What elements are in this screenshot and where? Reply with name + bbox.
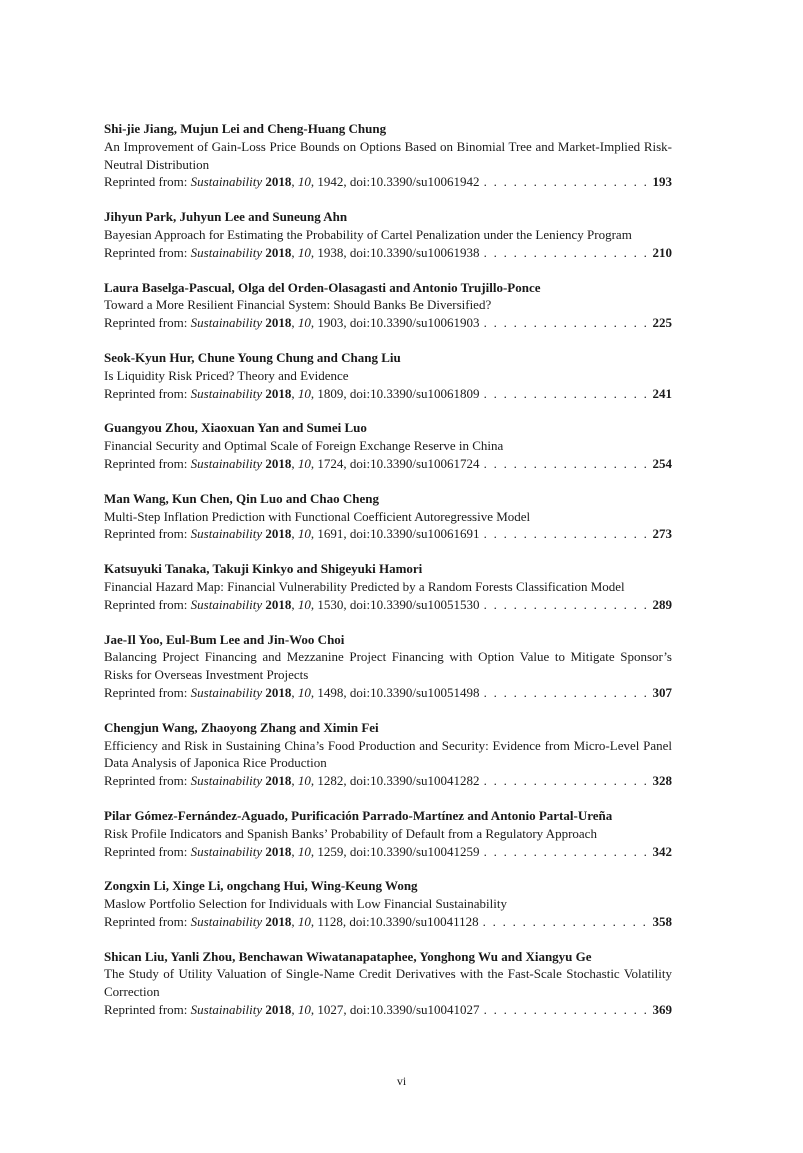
entry-authors: Jae-Il Yoo, Eul-Bum Lee and Jin-Woo Choi <box>104 631 345 647</box>
article-doi: , 1259, doi:10.3390/su10041259 <box>310 843 480 859</box>
reprint-prefix: Reprinted from: <box>104 244 191 260</box>
article-doi: , 1942, doi:10.3390/su10061942 <box>310 174 480 190</box>
table-of-contents <box>104 120 672 1036</box>
entry-reprint-line <box>104 525 672 543</box>
page-number[interactable]: 273 <box>652 526 672 542</box>
article-doi: , 1903, doi:10.3390/su10061903 <box>310 315 480 331</box>
entry-authors: Guangyou Zhou, Xiaoxuan Yan and Sumei Luo <box>104 420 367 436</box>
entry-authors: Laura Baselga-Pascual, Olga del Orden-Olasagasti and Antonio Trujillo-Ponce <box>104 279 541 295</box>
reprint-citation: Reprinted from: Sustainability 2018, 10, 1809, doi:10.3390/su10061809 <box>104 385 480 401</box>
reprint-citation: Reprinted from: Sustainability 2018, 10, 1691, doi:10.3390/su10061691 <box>104 526 480 542</box>
entry-reprint-line <box>104 684 672 702</box>
reprint-prefix: Reprinted from: <box>104 596 191 612</box>
publication-year: 2018 <box>265 1002 292 1018</box>
article-doi: , 1724, doi:10.3390/su10061724 <box>310 455 480 471</box>
article-doi: , 1282, doi:10.3390/su10041282 <box>310 773 480 789</box>
page-number[interactable]: 193 <box>652 174 672 190</box>
reprint-prefix: Reprinted from: <box>104 385 191 401</box>
volume-number: 10 <box>297 913 311 929</box>
page-number[interactable]: 342 <box>652 843 672 859</box>
entry-authors: Shi-jie Jiang, Mujun Lei and Cheng-Huang Chung <box>104 121 387 136</box>
volume-number: 10 <box>297 684 311 700</box>
reprint-citation: Reprinted from: Sustainability 2018, 10, 1128, doi:10.3390/su10041128 <box>104 913 479 929</box>
entry-title: The Study of Utility Valuation of Single-Name Credit Derivatives with the Fast-Scale Stochastic Volatility Correction <box>104 966 672 1000</box>
entry-reprint-line <box>104 772 672 790</box>
page-number[interactable]: 254 <box>652 455 672 471</box>
journal-name: Sustainability <box>190 244 263 260</box>
entry-title: Is Liquidity Risk Priced? Theory and Evidence <box>104 367 349 383</box>
entry-title: Multi-Step Inflation Prediction with Functional Coefficient Autoregressive Model <box>104 508 531 524</box>
leader-dots <box>484 843 649 861</box>
entry-title: Bayesian Approach for Estimating the Probability of Cartel Penalization under the Leniency Program <box>104 226 632 242</box>
leader-dots <box>484 772 649 790</box>
entry-reprint-line <box>104 173 672 191</box>
publication-year: 2018 <box>265 244 292 260</box>
toc-entry <box>104 120 672 191</box>
leader-dots <box>484 525 649 543</box>
reprint-citation: Reprinted from: Sustainability 2018, 10, 1724, doi:10.3390/su10061724 <box>104 455 480 471</box>
toc-entry <box>104 208 672 261</box>
publication-year: 2018 <box>265 526 292 542</box>
entry-authors: Pilar Gómez-Fernández-Aguado, Purificación Parrado-Martínez and Antonio Partal-Ureña <box>104 807 613 823</box>
entry-reprint-line <box>104 455 672 473</box>
toc-entry <box>104 631 672 702</box>
reprint-prefix: Reprinted from: <box>104 684 191 700</box>
volume-number: 10 <box>297 244 311 260</box>
publication-year: 2018 <box>265 843 292 859</box>
entry-reprint-line <box>104 913 672 931</box>
leader-dots <box>483 913 649 931</box>
journal-name: Sustainability <box>190 1002 263 1018</box>
entry-reprint-line <box>104 244 672 262</box>
volume-number: 10 <box>297 596 311 612</box>
reprint-citation: Reprinted from: Sustainability 2018, 10, 1942, doi:10.3390/su10061942 <box>104 174 480 190</box>
entry-reprint-line <box>104 596 672 614</box>
reprint-citation: Reprinted from: Sustainability 2018, 10, 1027, doi:10.3390/su10041027 <box>104 1002 480 1018</box>
publication-year: 2018 <box>265 596 292 612</box>
publication-year: 2018 <box>265 174 292 190</box>
reprint-citation: Reprinted from: Sustainability 2018, 10, 1498, doi:10.3390/su10051498 <box>104 684 480 700</box>
entry-authors: Chengjun Wang, Zhaoyong Zhang and Ximin Fei <box>104 719 379 735</box>
entry-title: Maslow Portfolio Selection for Individuals with Low Financial Sustainability <box>104 896 507 912</box>
toc-entry <box>104 490 672 543</box>
page-number[interactable]: 225 <box>652 315 672 331</box>
publication-year: 2018 <box>265 773 292 789</box>
publication-year: 2018 <box>265 455 292 471</box>
journal-name: Sustainability <box>190 455 263 471</box>
toc-entry <box>104 807 672 860</box>
toc-entry <box>104 419 672 472</box>
volume-number: 10 <box>297 315 311 331</box>
leader-dots <box>484 385 649 403</box>
leader-dots <box>484 1001 649 1019</box>
entry-reprint-line <box>104 1001 672 1019</box>
entry-title: Balancing Project Financing and Mezzanine Project Financing with Option Value to Mitigate Sponsor’s Risks for Overseas Investment Projects <box>104 649 672 683</box>
entry-title: Financial Hazard Map: Financial Vulnerability Predicted by a Random Forests Classification Model <box>104 578 625 594</box>
volume-number: 10 <box>297 843 311 859</box>
journal-name: Sustainability <box>190 843 263 859</box>
entry-title: Efficiency and Risk in Sustaining China’s Food Production and Security: Evidence from Micro-Level Panel Data Analysis of Japonica Rice Production <box>104 737 672 771</box>
article-doi: , 1498, doi:10.3390/su10051498 <box>310 684 480 700</box>
page-number[interactable]: 210 <box>652 244 672 260</box>
entry-authors: Man Wang, Kun Chen, Qin Luo and Chao Cheng <box>104 490 380 506</box>
leader-dots <box>484 173 649 191</box>
article-doi: , 1938, doi:10.3390/su10061938 <box>310 244 480 260</box>
toc-entry <box>104 349 672 402</box>
leader-dots <box>484 596 649 614</box>
page-number[interactable]: 307 <box>652 684 672 700</box>
reprint-prefix: Reprinted from: <box>104 526 191 542</box>
reprint-prefix: Reprinted from: <box>104 315 191 331</box>
page-number[interactable]: 369 <box>652 1002 672 1018</box>
journal-name: Sustainability <box>190 773 263 789</box>
leader-dots <box>484 455 649 473</box>
publication-year: 2018 <box>265 315 292 331</box>
volume-number: 10 <box>297 385 311 401</box>
entry-reprint-line <box>104 843 672 861</box>
reprint-prefix: Reprinted from: <box>104 1002 191 1018</box>
entry-title: An Improvement of Gain-Loss Price Bounds on Options Based on Binomial Tree and Market-Implied Risk-Neutral Distribution <box>104 138 672 172</box>
entry-authors: Katsuyuki Tanaka, Takuji Kinkyo and Shigeyuki Hamori <box>104 561 423 577</box>
toc-entry <box>104 719 672 790</box>
journal-name: Sustainability <box>190 385 263 401</box>
entry-title: Risk Profile Indicators and Spanish Banks’ Probability of Default from a Regulatory Approach <box>104 825 597 841</box>
volume-number: 10 <box>297 174 311 190</box>
page-number[interactable]: 241 <box>652 385 672 401</box>
reprint-citation: Reprinted from: Sustainability 2018, 10, 1903, doi:10.3390/su10061903 <box>104 315 480 331</box>
journal-name: Sustainability <box>190 315 263 331</box>
article-doi: , 1530, doi:10.3390/su10051530 <box>310 596 480 612</box>
volume-number: 10 <box>297 773 311 789</box>
article-doi: , 1691, doi:10.3390/su10061691 <box>310 526 480 542</box>
reprint-citation: Reprinted from: Sustainability 2018, 10, 1282, doi:10.3390/su10041282 <box>104 773 480 789</box>
page-folio: vi <box>396 1074 407 1088</box>
reprint-citation: Reprinted from: Sustainability 2018, 10, 1530, doi:10.3390/su10051530 <box>104 596 480 612</box>
entry-title: Financial Security and Optimal Scale of Foreign Exchange Reserve in China <box>104 438 504 454</box>
publication-year: 2018 <box>265 913 292 929</box>
page-number[interactable]: 289 <box>652 596 672 612</box>
page-number[interactable]: 328 <box>652 773 672 789</box>
volume-number: 10 <box>297 526 311 542</box>
page-number[interactable]: 358 <box>652 913 672 929</box>
journal-name: Sustainability <box>190 596 263 612</box>
toc-entry <box>104 948 672 1019</box>
leader-dots <box>484 244 649 262</box>
journal-name: Sustainability <box>190 174 263 190</box>
journal-name: Sustainability <box>190 526 263 542</box>
reprint-prefix: Reprinted from: <box>104 913 191 929</box>
leader-dots <box>484 684 649 702</box>
leader-dots <box>484 314 649 332</box>
entry-title: Toward a More Resilient Financial System: Should Banks Be Diversified? <box>104 297 492 313</box>
entry-authors: Seok-Kyun Hur, Chune Young Chung and Chang Liu <box>104 349 401 365</box>
toc-entry <box>104 560 672 613</box>
entry-reprint-line <box>104 385 672 403</box>
toc-entry <box>104 279 672 332</box>
volume-number: 10 <box>297 455 311 471</box>
reprint-prefix: Reprinted from: <box>104 455 191 471</box>
journal-name: Sustainability <box>190 684 263 700</box>
article-doi: , 1809, doi:10.3390/su10061809 <box>310 385 480 401</box>
publication-year: 2018 <box>265 684 292 700</box>
entry-authors: Shican Liu, Yanli Zhou, Benchawan Wiwatanapataphee, Yonghong Wu and Xiangyu Ge <box>104 948 592 964</box>
reprint-citation: Reprinted from: Sustainability 2018, 10, 1259, doi:10.3390/su10041259 <box>104 843 480 859</box>
toc-entry <box>104 877 672 930</box>
reprint-citation: Reprinted from: Sustainability 2018, 10, 1938, doi:10.3390/su10061938 <box>104 244 480 260</box>
reprint-prefix: Reprinted from: <box>104 843 191 859</box>
entry-authors: Jihyun Park, Juhyun Lee and Suneung Ahn <box>104 209 348 225</box>
volume-number: 10 <box>297 1002 311 1018</box>
entry-authors: Zongxin Li, Xinge Li, ongchang Hui, Wing-Keung Wong <box>104 878 418 894</box>
reprint-prefix: Reprinted from: <box>104 773 191 789</box>
reprint-prefix: Reprinted from: <box>104 174 191 190</box>
journal-name: Sustainability <box>190 913 263 929</box>
article-doi: , 1128, doi:10.3390/su10041128 <box>310 913 479 929</box>
article-doi: , 1027, doi:10.3390/su10041027 <box>310 1002 480 1018</box>
entry-reprint-line <box>104 314 672 332</box>
publication-year: 2018 <box>265 385 292 401</box>
